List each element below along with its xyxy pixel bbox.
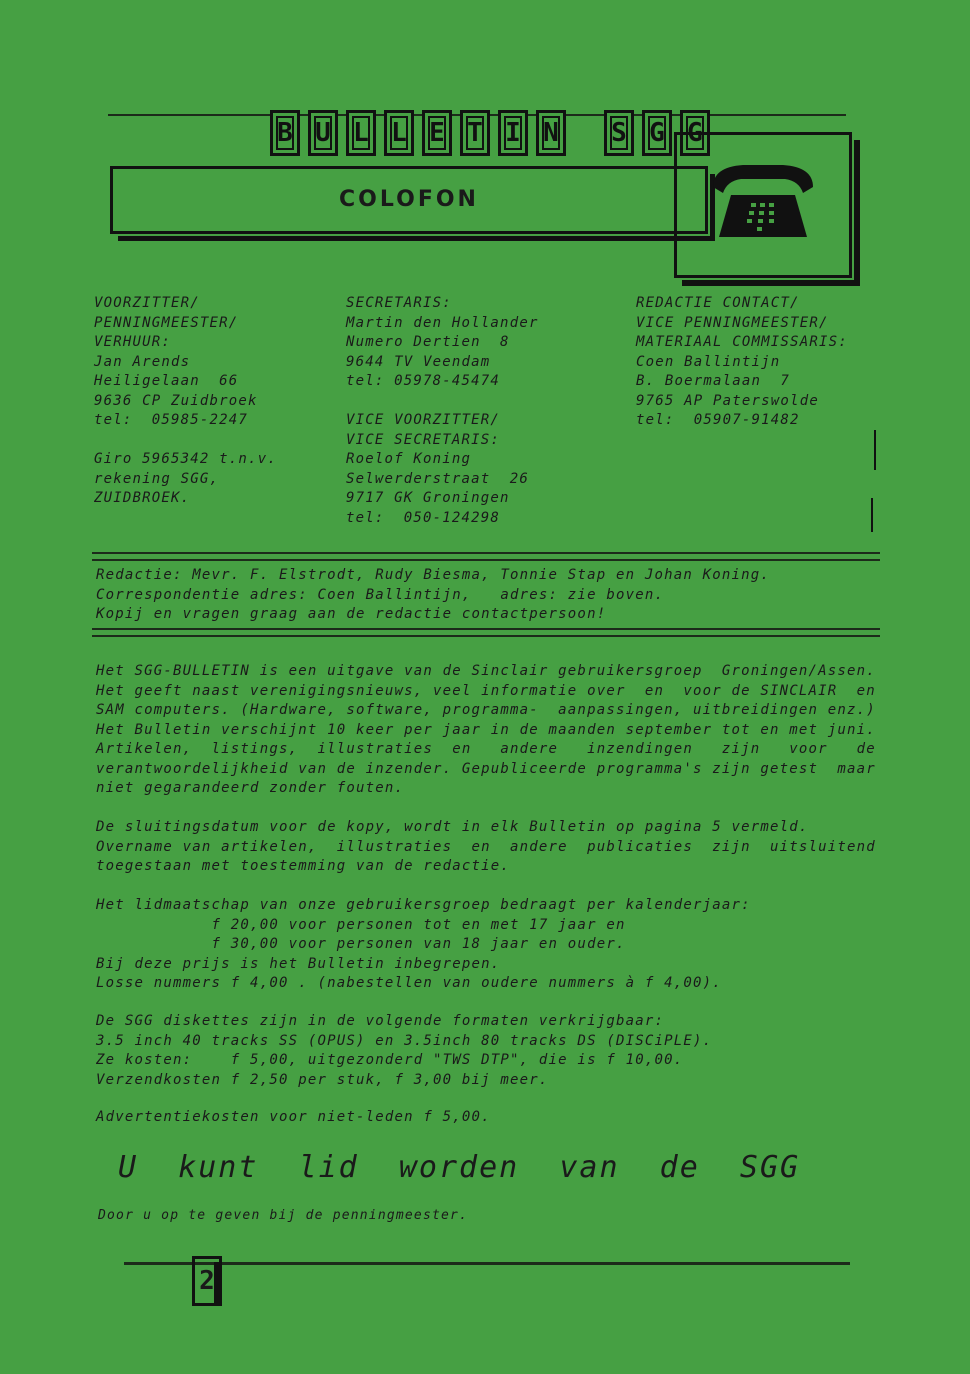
title-letter-tile: L	[384, 110, 414, 156]
text-line: Redactie: Mevr. F. Elstrodt, Rudy Biesma, Tonnie Stap en Johan Koning.	[96, 567, 771, 583]
text-line: niet gegarandeerd zonder fouten.	[96, 780, 405, 796]
text-line: SECRETARIS:	[346, 295, 452, 311]
text-line: 9636 CP Zuidbroek	[94, 392, 258, 409]
text-line: tel: 05985-2247	[94, 412, 249, 428]
join-subline: Door u op te geven bij de penningmeester.	[98, 1208, 469, 1223]
text-line: Coen Ballintijn	[636, 353, 781, 370]
text-line: VICE SECRETARIS:	[346, 431, 501, 448]
text-line: B. Boermalaan 7	[636, 373, 791, 389]
text-line: Losse nummers f 4,00 . (nabestellen van oudere nummers à f 4,00).	[96, 975, 722, 991]
text-line	[94, 431, 277, 451]
title-letter-tile: U	[308, 110, 338, 156]
text-line: 3.5 inch 40 tracks SS (OPUS) en 3.5inch 80 tracks DS (DISCiPLE).	[96, 1032, 713, 1049]
text-line: Het geeft naast verenigingsnieuws, veel informatie over en voor de SINCLAIR en	[96, 682, 876, 699]
title-letter-tile: L	[346, 110, 376, 156]
title-gap	[574, 110, 596, 154]
text-line: SAM computers. (Hardware, software, programma- aanpassingen, uitbreidingen enz.)	[96, 702, 876, 718]
text-line: Het Bulletin verschijnt 10 keer per jaar in de maanden september tot en met juni.	[96, 721, 876, 738]
text-line: Het SGG-BULLETIN is een uitgave van de Sinclair gebruikersgroep Groningen/Assen.	[96, 663, 876, 679]
text-line: PENNINGMEESTER/	[94, 314, 239, 331]
paragraph-intro	[96, 662, 876, 799]
title-letter-tile: N	[536, 110, 566, 156]
text-line: 9644 TV Veendam	[346, 353, 491, 370]
text-line: Overname van artikelen, illustraties en andere publicaties zijn uitsluitend	[96, 838, 876, 855]
text-line: f 20,00 voor personen tot en met 17 jaar en	[96, 916, 626, 933]
colofon-box	[110, 166, 708, 234]
text-line: Verzendkosten f 2,50 per stuk, f 3,00 bij meer.	[96, 1071, 549, 1088]
text-line: f 30,00 voor personen van 18 jaar en ouder.	[96, 936, 626, 952]
section-title: COLOFON	[339, 187, 479, 212]
text-line: Heiligelaan 66	[94, 373, 239, 389]
text-line: Het lidmaatschap van onze gebruikersgroep bedraagt per kalenderjaar:	[96, 897, 751, 913]
text-line: Selwerderstraat 26	[346, 470, 529, 487]
text-line: Correspondentie adres: Coen Ballintijn, adres: zie boven.	[96, 586, 665, 603]
text-line: 9717 GK Groningen	[346, 490, 510, 506]
text-line: Artikelen, listings, illustraties en andere inzendingen zijn voor de	[96, 741, 876, 757]
text-line: Bij deze prijs is het Bulletin inbegrepen.	[96, 955, 501, 972]
text-line: VERHUUR:	[94, 334, 172, 350]
text-line: REDACTIE CONTACT/	[636, 295, 800, 311]
text-line: Numero Dertien 8	[346, 334, 510, 350]
text-line: tel: 050-124298	[346, 509, 501, 526]
text-line: verantwoordelijkheid van de inzender. Gepubliceerde programma's zijn getest maar	[96, 760, 876, 777]
page-number: 2	[192, 1256, 222, 1306]
contact-column-2	[346, 294, 539, 528]
phone-box	[674, 132, 852, 278]
text-line: VICE PENNINGMEESTER/	[636, 314, 829, 331]
text-line: Giro 5965342 t.n.v.	[94, 451, 277, 467]
text-line: MATERIAAL COMMISSARIS:	[636, 334, 848, 350]
paragraph-membership	[96, 896, 751, 994]
text-line: De sluitingsdatum voor de kopy, wordt in elk Bulletin op pagina 5 vermeld.	[96, 819, 809, 835]
text-line: VICE VOORZITTER/	[346, 412, 501, 428]
divider-top	[92, 552, 880, 561]
text-line: VOORZITTER/	[94, 295, 200, 311]
paragraph-advertising: Advertentiekosten voor niet-leden f 5,00.	[96, 1109, 491, 1125]
title-letter-tile: I	[498, 110, 528, 156]
title-letter-tile: E	[422, 110, 452, 156]
paragraph-deadline	[96, 818, 876, 877]
stray-mark	[874, 430, 876, 470]
text-line: toegestaan met toestemming van de redactie.	[96, 858, 511, 874]
text-line: 9765 AP Paterswolde	[636, 392, 819, 409]
text-line: Martin den Hollander	[346, 314, 539, 331]
text-line: tel: 05907-91482	[636, 412, 800, 428]
footer-rule	[124, 1262, 850, 1265]
text-line: tel: 05978-45474	[346, 373, 501, 389]
text-line: Kopij en vragen graag aan de redactie contactpersoon!	[96, 606, 607, 622]
stray-mark	[871, 498, 873, 532]
bulletin-title	[270, 110, 710, 154]
contact-column-1	[94, 294, 277, 509]
join-headline: U kunt lid worden van de SGG	[118, 1150, 801, 1185]
title-letter-tile: T	[460, 110, 490, 156]
contact-column-3	[636, 294, 848, 431]
text-line: rekening SGG,	[94, 470, 220, 487]
title-letter-tile: G	[642, 110, 672, 156]
text-line: ZUIDBROEK.	[94, 490, 191, 506]
text-line: Roelof Koning	[346, 451, 472, 467]
divider-bottom	[92, 628, 880, 637]
redactie-block	[96, 566, 770, 625]
text-line	[346, 392, 539, 412]
text-line: Ze kosten: f 5,00, uitgezonderd "TWS DTP", die is f 10,00.	[96, 1052, 684, 1068]
title-letter-tile: G	[680, 110, 710, 156]
text-line: De SGG diskettes zijn in de volgende formaten verkrijgbaar:	[96, 1013, 665, 1029]
text-line: Jan Arends	[94, 353, 191, 370]
title-letter-tile: B	[270, 110, 300, 156]
telephone-icon	[703, 157, 823, 247]
paragraph-diskettes	[96, 1012, 712, 1090]
title-letter-tile: S	[604, 110, 634, 156]
